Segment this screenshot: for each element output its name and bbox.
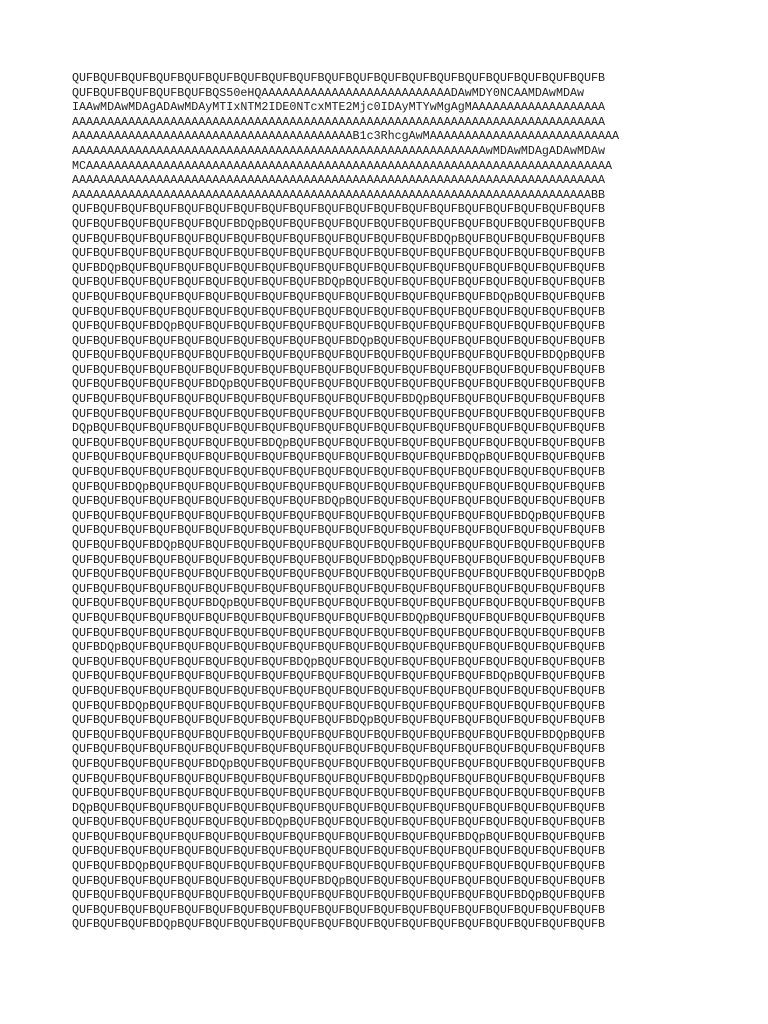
text-line: QUFBQUFBQUFBQUFBQUFBQUFBQUFBQUFBQUFBQUFBQUFBQUFBQUFBQUFBQUFBQUFBQUFBQUFBQUFB (72, 742, 606, 757)
text-line: QUFBQUFBQUFBQUFBQUFBQUFBQUFBQUFBQUFBQUFBQUFBQUFBQUFBQUFBQUFBQUFBQUFBQUFBQUFB (72, 786, 606, 801)
text-line: QUFBDQpBQUFBQUFBQUFBQUFBQUFBQUFBQUFBQUFBQUFBQUFBQUFBQUFBQUFBQUFBQUFBQUFBQUFB (72, 640, 606, 655)
text-line: QUFBQUFBQUFBQUFBQUFBQUFBQUFBQUFBQUFBDQpBQUFBQUFBQUFBQUFBQUFBQUFBQUFBQUFBQUFB (72, 494, 606, 509)
encoded-text-body (72, 71, 662, 932)
text-line: QUFBQUFBQUFBQUFBQUFBQUFBQUFBQUFBQUFBQUFBQUFBQUFBQUFBQUFBQUFBQUFBQUFBQUFBQUFB (72, 465, 606, 480)
text-line: MCAAAAAAAAAAAAAAAAAAAAAAAAAAAAAAAAAAAAAAAAAAAAAAAAAAAAAAAAAAAAAAAAAAAAAAAAAAA (72, 158, 613, 173)
text-line: QUFBQUFBQUFBQUFBQUFBQUFBQUFBQUFBQUFBQUFBQUFBDQpBQUFBQUFBQUFBQUFBQUFBQUFBQUFB (72, 552, 606, 567)
text-line: QUFBQUFBQUFBQUFBQUFBQUFBQUFBQUFBQUFBDQpBQUFBQUFBQUFBQUFBQUFBQUFBQUFBQUFBQUFB (72, 873, 606, 888)
text-line: QUFBQUFBQUFBQUFBQUFBQUFBQUFBQUFBQUFBQUFBQUFBQUFBQUFBQUFBQUFBQUFBDQpBQUFBQUFB (72, 508, 606, 523)
text-line: QUFBQUFBQUFBQUFBQUFBQUFBQUFBQUFBQUFBQUFBQUFBQUFBDQpBQUFBQUFBQUFBQUFBQUFBQUFB (72, 610, 606, 625)
text-line: QUFBQUFBQUFBQUFBQUFBDQpBQUFBQUFBQUFBQUFBQUFBQUFBQUFBQUFBQUFBQUFBQUFBQUFBQUFB (72, 377, 606, 392)
text-line: QUFBQUFBQUFBQUFBQUFBQUFBQUFBQUFBQUFBQUFBQUFBQUFBQUFBQUFBQUFBQUFBQUFBDQpBQUFB (72, 727, 606, 742)
text-line: QUFBQUFBQUFBQUFBQUFBQUFBQUFBQUFBQUFBQUFBQUFBQUFBQUFBQUFBQUFBQUFBQUFBQUFBQUFB (72, 902, 606, 917)
text-line: QUFBQUFBQUFBQUFBQUFBQUFBQUFBQUFBQUFBQUFBQUFBQUFBQUFBQUFBDQpBQUFBQUFBQUFBQUFB (72, 450, 606, 465)
text-line: QUFBQUFBQUFBQUFBQUFBQUFBQUFBDQpBQUFBQUFBQUFBQUFBQUFBQUFBQUFBQUFBQUFBQUFBQUFB (72, 815, 606, 830)
text-line: QUFBQUFBQUFBDQpBQUFBQUFBQUFBQUFBQUFBQUFBQUFBQUFBQUFBQUFBQUFBQUFBQUFBQUFBQUFB (72, 917, 606, 932)
text-line: AAAAAAAAAAAAAAAAAAAAAAAAAAAAAAAAAAAAAAAAAAAAAAAAAAAAAAAAAAAAAAAAAAAAAAAAAAAA (72, 173, 606, 188)
text-line: QUFBQUFBQUFBQUFBQUFBQUFBQUFBQUFBQUFBQUFBQUFBQUFBQUFBQUFBQUFBQUFBQUFBQUFBQUFB (72, 246, 606, 261)
text-line: QUFBQUFBQUFBQUFBQUFBQUFBDQpBQUFBQUFBQUFBQUFBQUFBQUFBQUFBQUFBQUFBQUFBQUFBQUFB (72, 216, 606, 231)
text-line: QUFBQUFBQUFBQUFBQUFBQUFBQUFBQUFBQUFBQUFBDQpBQUFBQUFBQUFBQUFBQUFBQUFBQUFBQUFB (72, 713, 606, 728)
text-line: QUFBQUFBQUFBQUFBQUFBDQpBQUFBQUFBQUFBQUFBQUFBQUFBQUFBQUFBQUFBQUFBQUFBQUFBQUFB (72, 756, 606, 771)
text-line: QUFBQUFBQUFBDQpBQUFBQUFBQUFBQUFBQUFBQUFBQUFBQUFBQUFBQUFBQUFBQUFBQUFBQUFBQUFB (72, 538, 606, 552)
text-line: AAAAAAAAAAAAAAAAAAAAAAAAAAAAAAAAAAAAAAAAB1c3RhcgAwMAAAAAAAAAAAAAAAAAAAAAAAAAAA (72, 129, 620, 144)
text-line: QUFBQUFBQUFBQUFBQUFBQUFBQUFBQUFBQUFBDQpBQUFBQUFBQUFBQUFBQUFBQUFBQUFBQUFBQUFB (72, 275, 606, 290)
text-line: DQpBQUFBQUFBQUFBQUFBQUFBQUFBQUFBQUFBQUFBQUFBQUFBQUFBQUFBQUFBQUFBQUFBQUFBQUFB (72, 800, 606, 815)
text-line: QUFBQUFBQUFBQUFBQUFBQUFBQUFBQUFBDQpBQUFBQUFBQUFBQUFBQUFBQUFBQUFBQUFBQUFBQUFB (72, 654, 606, 669)
text-line: QUFBQUFBQUFBQUFBQUFBQUFBQUFBQUFBQUFBQUFBQUFBQUFBQUFBQUFBQUFBQUFBQUFBQUFBQUFB (72, 523, 606, 538)
text-line: QUFBQUFBQUFBQUFBQUFBQUFBQUFBDQpBQUFBQUFBQUFBQUFBQUFBQUFBQUFBQUFBQUFBQUFBQUFB (72, 435, 606, 450)
text-line: QUFBQUFBQUFBQUFBQUFBQUFBQUFBQUFBQUFBQUFBQUFBQUFBQUFBQUFBQUFBQUFBQUFBQUFBQUFB (72, 406, 606, 421)
text-line: QUFBQUFBQUFBQUFBQUFBQUFBQUFBQUFBQUFBQUFBQUFBQUFBQUFBQUFBDQpBQUFBQUFBQUFBQUFB (72, 829, 606, 844)
text-line: QUFBQUFBQUFBQUFBQUFBDQpBQUFBQUFBQUFBQUFBQUFBQUFBQUFBQUFBQUFBQUFBQUFBQUFBQUFB (72, 596, 606, 611)
text-line: QUFBQUFBQUFBQUFBQUFBQUFBQUFBQUFBQUFBQUFBQUFBQUFBDQpBQUFBQUFBQUFBQUFBQUFBQUFB (72, 771, 606, 786)
text-line: QUFBQUFBQUFBQUFBQUFBQUFBQUFBQUFBQUFBQUFBQUFBQUFBQUFBDQpBQUFBQUFBQUFBQUFBQUFB (72, 231, 606, 246)
text-line: QUFBQUFBQUFBQUFBQUFBQUFBQUFBQUFBQUFBQUFBQUFBQUFBQUFBQUFBQUFBQUFBQUFBQUFBQUFB (72, 581, 606, 596)
text-line: QUFBQUFBQUFBQUFBQUFBQUFBQUFBQUFBQUFBQUFBDQpBQUFBQUFBQUFBQUFBQUFBQUFBQUFBQUFB (72, 333, 606, 348)
text-line: QUFBQUFBQUFBQUFBQUFBQUFBQUFBQUFBQUFBQUFBQUFBQUFBQUFBQUFBQUFBDQpBQUFBQUFBQUFB (72, 669, 606, 684)
text-line: QUFBQUFBQUFBQUFBQUFBQUFBQUFBQUFBQUFBQUFBQUFBQUFBQUFBQUFBQUFBQUFBQUFBDQpBQUFB (72, 348, 606, 363)
text-line: QUFBQUFBQUFBQUFBQUFBQUFBQUFBQUFBQUFBQUFBQUFBQUFBQUFBQUFBQUFBQUFBQUFBQUFBQUFB (72, 844, 606, 859)
text-line: DQpBQUFBQUFBQUFBQUFBQUFBQUFBQUFBQUFBQUFBQUFBQUFBQUFBQUFBQUFBQUFBQUFBQUFBQUFB (72, 421, 606, 436)
text-line: QUFBQUFBQUFBQUFBQUFBQUFBQUFBQUFBQUFBQUFBQUFBQUFBDQpBQUFBQUFBQUFBQUFBQUFBQUFB (72, 392, 606, 407)
text-line: QUFBQUFBQUFBQUFBQUFBQS50eHQAAAAAAAAAAAAAAAAAAAAAAAAAAADAwMDY0NCAAMDAwMDAw (72, 85, 584, 100)
text-line: QUFBQUFBQUFBQUFBQUFBQUFBQUFBQUFBQUFBQUFBQUFBQUFBQUFBQUFBQUFBDQpBQUFBQUFBQUFB (72, 289, 606, 304)
text-line: QUFBQUFBQUFBQUFBQUFBQUFBQUFBQUFBQUFBQUFBQUFBQUFBQUFBQUFBQUFBQUFBQUFBQUFBQUFB (72, 362, 606, 377)
text-line: QUFBQUFBQUFBQUFBQUFBQUFBQUFBQUFBQUFBQUFBQUFBQUFBQUFBQUFBQUFBQUFBQUFBQUFBQUFB (72, 304, 606, 319)
text-line: QUFBQUFBQUFBQUFBQUFBQUFBQUFBQUFBQUFBQUFBQUFBQUFBQUFBQUFBQUFBQUFBQUFBQUFBQUFB (72, 202, 606, 217)
text-line: QUFBQUFBDQpBQUFBQUFBQUFBQUFBQUFBQUFBQUFBQUFBQUFBQUFBQUFBQUFBQUFBQUFBQUFBQUFB (72, 698, 606, 713)
text-line: AAAAAAAAAAAAAAAAAAAAAAAAAAAAAAAAAAAAAAAAAAAAAAAAAAAAAAAAAAAAAAAAAAAAAAAAAABB (72, 187, 606, 202)
text-line: AAAAAAAAAAAAAAAAAAAAAAAAAAAAAAAAAAAAAAAAAAAAAAAAAAAAAAAAAAAwMDAwMDAgADAwMDAw (72, 143, 606, 158)
text-line: QUFBQUFBQUFBQUFBQUFBQUFBQUFBQUFBQUFBQUFBQUFBQUFBQUFBQUFBQUFBQUFBQUFBQUFBDQpB (72, 567, 606, 582)
text-line: QUFBQUFBQUFBQUFBQUFBQUFBQUFBQUFBQUFBQUFBQUFBQUFBQUFBQUFBQUFBQUFBQUFBQUFBQUFB (72, 625, 606, 640)
text-line: AAAAAAAAAAAAAAAAAAAAAAAAAAAAAAAAAAAAAAAAAAAAAAAAAAAAAAAAAAAAAAAAAAAAAAAAAAAA (72, 114, 606, 129)
text-line: QUFBQUFBQUFBQUFBQUFBQUFBQUFBQUFBQUFBQUFBQUFBQUFBQUFBQUFBQUFBQUFBQUFBQUFBQUFB (72, 71, 606, 85)
text-line: IAAwMDAwMDAgADAwMDAyMTIxNTM2IDE0NTcxMTE2Mjc0IDAyMTYwMgAgMAAAAAAAAAAAAAAAAAAA (72, 100, 606, 115)
text-line: QUFBQUFBDQpBQUFBQUFBQUFBQUFBQUFBQUFBQUFBQUFBQUFBQUFBQUFBQUFBQUFBQUFBQUFBQUFB (72, 859, 606, 874)
text-line: QUFBQUFBQUFBQUFBQUFBQUFBQUFBQUFBQUFBQUFBQUFBQUFBQUFBQUFBQUFBQUFBDQpBQUFBQUFB (72, 888, 606, 903)
text-line: QUFBQUFBQUFBQUFBQUFBQUFBQUFBQUFBQUFBQUFBQUFBQUFBQUFBQUFBQUFBQUFBQUFBQUFBQUFB (72, 683, 606, 698)
text-line: QUFBDQpBQUFBQUFBQUFBQUFBQUFBQUFBQUFBQUFBQUFBQUFBQUFBQUFBQUFBQUFBQUFBQUFBQUFB (72, 260, 606, 275)
text-line: QUFBQUFBDQpBQUFBQUFBQUFBQUFBQUFBQUFBQUFBQUFBQUFBQUFBQUFBQUFBQUFBQUFBQUFBQUFB (72, 479, 606, 494)
text-line: QUFBQUFBQUFBDQpBQUFBQUFBQUFBQUFBQUFBQUFBQUFBQUFBQUFBQUFBQUFBQUFBQUFBQUFBQUFB (72, 319, 606, 334)
